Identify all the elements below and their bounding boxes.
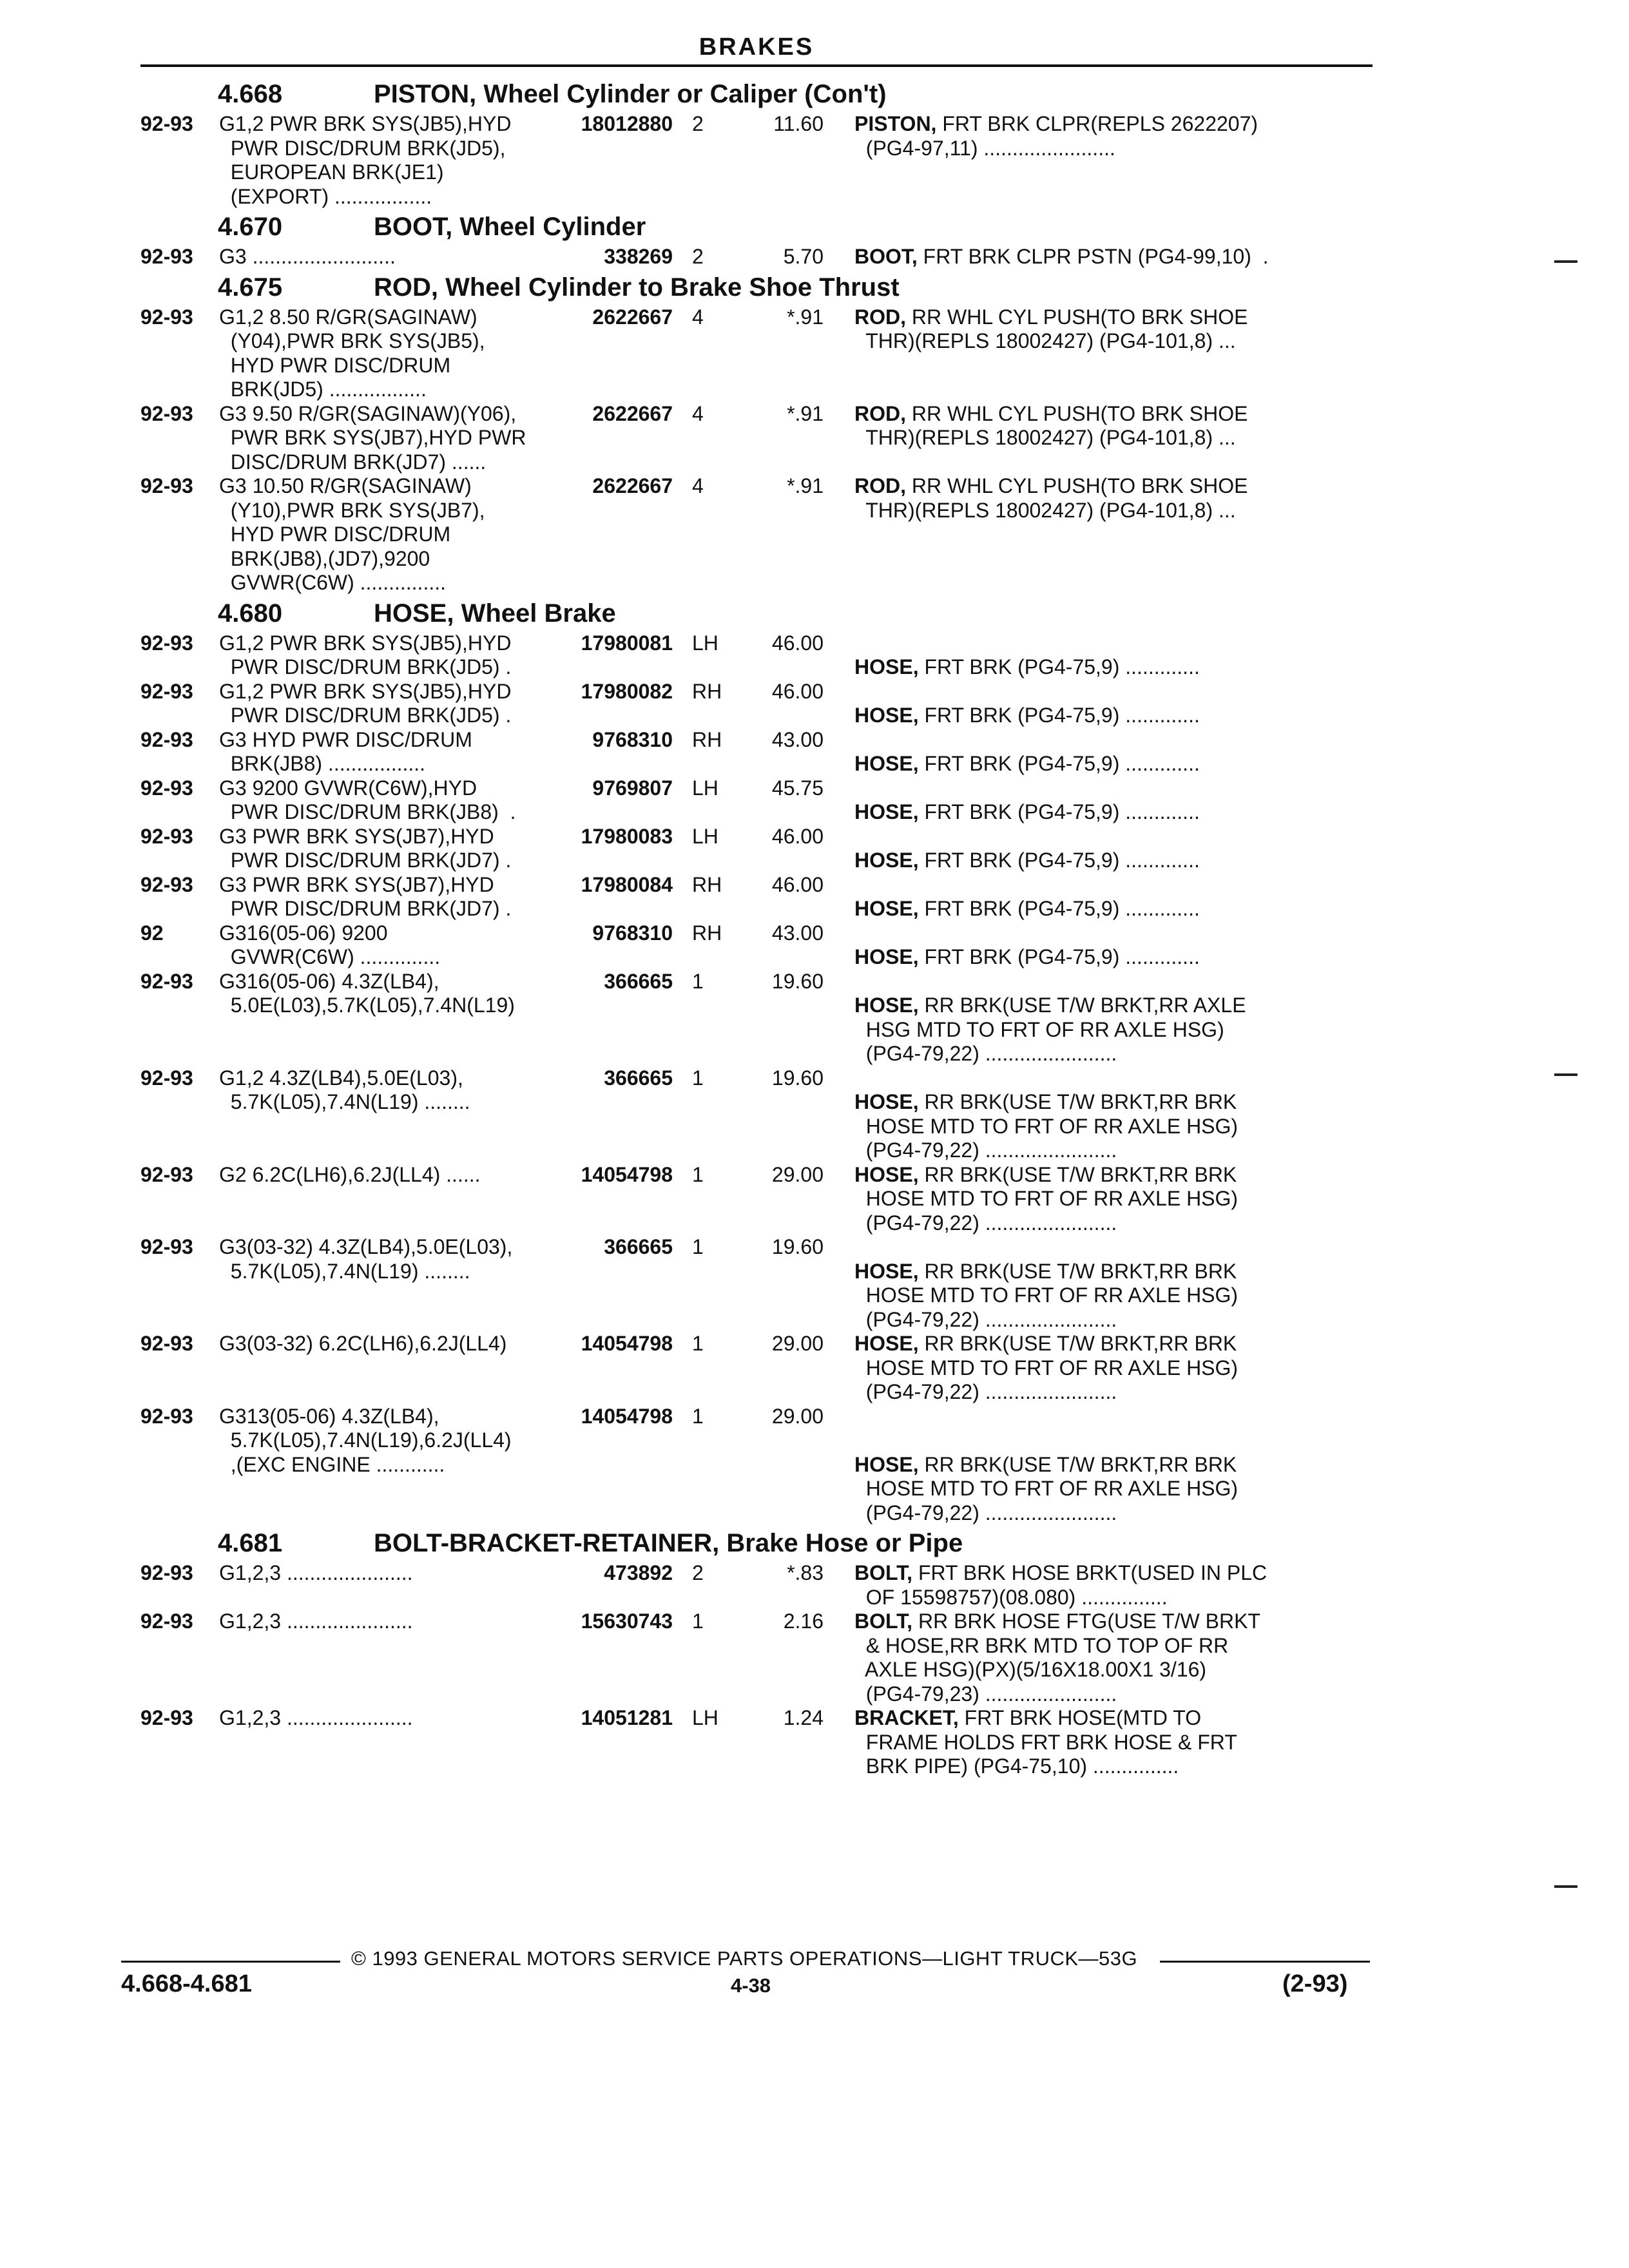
application: G1,2 8.50 R/GR(SAGINAW) (Y04),PWR BRK SYS(JB5), HYD PWR DISC/DRUM BRK(JD5) .................: [219, 305, 485, 401]
part-keyword: HOSE,: [854, 1452, 919, 1476]
part-keyword: HOSE,: [854, 897, 919, 920]
section-number: 4.668: [218, 80, 283, 108]
part-keyword: HOSE,: [854, 1090, 919, 1113]
section-title: ROD, Wheel Cylinder to Brake Shoe Thrust: [374, 273, 900, 302]
part-keyword: HOSE,: [854, 994, 919, 1017]
part-description: BRACKET, FRT BRK HOSE(MTD TO FRAME HOLDS FRT BRK HOSE & FRT BRK PIPE) (PG4-75,10) ...............: [854, 1706, 1237, 1778]
price: 46.00: [771, 872, 824, 896]
section-title: HOSE, Wheel Brake: [374, 599, 616, 628]
part-keyword: ROD,: [854, 401, 906, 425]
application: G3 9.50 R/GR(SAGINAW)(Y06), PWR BRK SYS(JB7),HYD PWR DISC/DRUM BRK(JD7) ......: [219, 401, 526, 474]
quantity: 4: [692, 305, 704, 329]
application: G3 PWR BRK SYS(JB7),HYD PWR DISC/DRUM BRK(JD7) .: [219, 872, 512, 920]
quantity: LH: [692, 824, 718, 848]
part-description: HOSE, FRT BRK (PG4-75,9) .............: [854, 897, 1200, 920]
application: G3(03-32) 4.3Z(LB4),5.0E(L03), 5.7K(L05),7.4N(L19) ........: [219, 1235, 513, 1283]
footer-rule-left: [121, 1961, 340, 1963]
price: 5.70: [783, 245, 824, 268]
margin-mark: [1554, 260, 1577, 263]
application: G3 9200 GVWR(C6W),HYD PWR DISC/DRUM BRK(JB8) .: [219, 776, 516, 823]
price: 46.00: [771, 679, 824, 703]
quantity: LH: [692, 631, 718, 655]
part-number: 9768310: [592, 727, 673, 751]
part-description: HOSE, RR BRK(USE T/W BRKT,RR BRK HOSE MTD TO FRT OF RR AXLE HSG) (PG4-79,22) .......................: [854, 1452, 1239, 1524]
quantity: 1: [692, 1235, 704, 1258]
part-keyword: HOSE,: [854, 655, 919, 678]
section-heading: [140, 269, 1373, 305]
price: 1.24: [783, 1706, 824, 1729]
part-keyword: ROD,: [854, 474, 906, 497]
part-number: 2622667: [592, 401, 673, 425]
part-entry: [140, 1163, 1373, 1236]
margin-mark: [1554, 1885, 1577, 1888]
quantity: 1: [692, 1162, 704, 1186]
parts-listing: [140, 76, 1373, 1779]
model-years: 92-93: [140, 112, 193, 135]
part-number: 9769807: [592, 776, 673, 800]
part-description: BOLT, RR BRK HOSE FTG(USE T/W BRKT & HOSE,RR BRK MTD TO TOP OF RR AXLE HSG)(PX)(5/16X18.00X1 3/16) (PG4-79,23) .......................: [854, 1610, 1260, 1706]
part-description: HOSE, FRT BRK (PG4-75,9) .............: [854, 849, 1200, 872]
part-description: HOSE, RR BRK(USE T/W BRKT,RR BRK HOSE MTD TO FRT OF RR AXLE HSG) (PG4-79,22) .......................: [854, 1162, 1239, 1235]
part-entry: [140, 245, 1373, 269]
part-entry: [140, 1235, 1373, 1332]
application: G1,2,3 ......................: [219, 1561, 413, 1584]
part-number: 2622667: [592, 474, 673, 497]
model-years: 92-93: [140, 824, 193, 848]
model-years: 92-93: [140, 1706, 193, 1729]
model-years: 92-93: [140, 1404, 193, 1428]
quantity: 1: [692, 1610, 704, 1633]
model-years: 92-93: [140, 969, 193, 993]
part-entry: [140, 112, 1373, 209]
part-description: HOSE, RR BRK(USE T/W BRKT,RR BRK HOSE MTD TO FRT OF RR AXLE HSG) (PG4-79,22) .......................: [854, 1332, 1239, 1403]
application: G3 10.50 R/GR(SAGINAW) (Y10),PWR BRK SYS(JB7), HYD PWR DISC/DRUM BRK(JB8),(JD7),9200 GVWR(C6W) ...............: [219, 474, 485, 594]
part-description: HOSE, FRT BRK (PG4-75,9) .............: [854, 800, 1200, 823]
part-number: 14054798: [581, 1332, 673, 1355]
part-number: 18012880: [581, 112, 673, 135]
model-years: 92-93: [140, 1066, 193, 1090]
part-description: PISTON, FRT BRK CLPR(REPLS 2622207) (PG4-97,11) .......................: [854, 112, 1258, 160]
part-keyword: HOSE,: [854, 704, 919, 727]
part-entry: [140, 1332, 1373, 1405]
part-keyword: HOSE,: [854, 1162, 919, 1186]
model-years: 92-93: [140, 679, 193, 703]
part-entry: [140, 825, 1373, 873]
part-description: HOSE, RR BRK(USE T/W BRKT,RR BRK HOSE MTD TO FRT OF RR AXLE HSG) (PG4-79,22) .......................: [854, 1090, 1239, 1162]
application: G2 6.2C(LH6),6.2J(LL4) ......: [219, 1162, 481, 1186]
part-keyword: HOSE,: [854, 800, 919, 823]
model-years: 92: [140, 921, 164, 945]
price: 2.16: [783, 1610, 824, 1633]
price: 29.00: [771, 1332, 824, 1355]
part-keyword: ROD,: [854, 305, 906, 329]
part-keyword: BOOT,: [854, 245, 918, 268]
part-entry: [140, 305, 1373, 402]
part-entry: [140, 970, 1373, 1066]
part-entry: [140, 873, 1373, 921]
part-number: 473892: [604, 1561, 673, 1584]
part-entry: [140, 1706, 1373, 1779]
part-description: HOSE, FRT BRK (PG4-75,9) .............: [854, 945, 1200, 968]
price: 29.00: [771, 1404, 824, 1428]
part-keyword: HOSE,: [854, 1259, 919, 1283]
part-number: 14054798: [581, 1404, 673, 1428]
part-number: 14051281: [581, 1706, 673, 1729]
part-description: ROD, RR WHL CYL PUSH(TO BRK SHOE THR)(REPLS 18002427) (PG4-101,8) ...: [854, 401, 1248, 449]
model-years: 92-93: [140, 776, 193, 800]
quantity: LH: [692, 1706, 718, 1729]
model-years: 92-93: [140, 631, 193, 655]
part-entry: [140, 1610, 1373, 1706]
part-keyword: HOSE,: [854, 752, 919, 775]
application: G1,2 PWR BRK SYS(JB5),HYD PWR DISC/DRUM BRK(JD5), EUROPEAN BRK(JE1) (EXPORT) .................: [219, 112, 512, 208]
application: G3(03-32) 6.2C(LH6),6.2J(LL4): [219, 1332, 507, 1355]
footer-copyright: © 1993 GENERAL MOTORS SERVICE PARTS OPERATIONS—LIGHT TRUCK—53G: [351, 1947, 1138, 1970]
model-years: 92-93: [140, 872, 193, 896]
quantity: RH: [692, 679, 722, 703]
section-title: BOOT, Wheel Cylinder: [374, 213, 646, 241]
part-entry: [140, 728, 1373, 776]
section-number: 4.680: [218, 599, 283, 628]
model-years: 92-93: [140, 1561, 193, 1584]
part-description: HOSE, RR BRK(USE T/W BRKT,RR AXLE HSG MTD TO FRT OF RR AXLE HSG) (PG4-79,22) .......................: [854, 994, 1246, 1065]
quantity: RH: [692, 872, 722, 896]
part-number: 17980084: [581, 872, 673, 896]
part-number: 366665: [604, 1066, 673, 1090]
price: *.91: [787, 401, 824, 425]
footer-page-number: 4-38: [731, 1974, 771, 1997]
part-number: 2622667: [592, 305, 673, 329]
model-years: 92-93: [140, 401, 193, 425]
part-keyword: HOSE,: [854, 1332, 919, 1355]
application: G1,2 PWR BRK SYS(JB5),HYD PWR DISC/DRUM BRK(JD5) .: [219, 631, 512, 678]
model-years: 92-93: [140, 727, 193, 751]
model-years: 92-93: [140, 1332, 193, 1355]
price: 11.60: [773, 112, 824, 135]
model-years: 92-93: [140, 1235, 193, 1258]
part-number: 366665: [604, 969, 673, 993]
part-entry: [140, 402, 1373, 475]
section-heading: [140, 76, 1373, 112]
footer-section-range: 4.668-4.681: [121, 1970, 252, 1997]
part-description: HOSE, RR BRK(USE T/W BRKT,RR BRK HOSE MTD TO FRT OF RR AXLE HSG) (PG4-79,22) .......................: [854, 1259, 1239, 1331]
part-description: HOSE, FRT BRK (PG4-75,9) .............: [854, 752, 1200, 775]
page-header: BRAKES: [699, 34, 815, 61]
margin-mark: [1554, 1073, 1577, 1076]
quantity: 2: [692, 1561, 704, 1584]
part-number: 9768310: [592, 921, 673, 945]
model-years: 92-93: [140, 245, 193, 268]
part-number: 17980081: [581, 631, 673, 655]
application: G3 HYD PWR DISC/DRUM BRK(JB8) .................: [219, 727, 472, 775]
part-description: ROD, RR WHL CYL PUSH(TO BRK SHOE THR)(REPLS 18002427) (PG4-101,8) ...: [854, 305, 1248, 352]
part-description: BOOT, FRT BRK CLPR PSTN (PG4-99,10) .: [854, 245, 1269, 268]
section-number: 4.675: [218, 273, 283, 302]
footer-date-code: (2-93): [1282, 1970, 1348, 1997]
part-entry: [140, 680, 1373, 728]
part-entry: [140, 776, 1373, 825]
quantity: LH: [692, 776, 718, 800]
section-number: 4.670: [218, 213, 283, 241]
quantity: 2: [692, 245, 704, 268]
price: 19.60: [771, 969, 824, 993]
header-rule: [140, 64, 1373, 67]
price: 45.75: [771, 776, 824, 800]
part-description: ROD, RR WHL CYL PUSH(TO BRK SHOE THR)(REPLS 18002427) (PG4-101,8) ...: [854, 474, 1248, 522]
application: G1,2,3 ......................: [219, 1610, 413, 1633]
part-entry: [140, 474, 1373, 595]
quantity: RH: [692, 921, 722, 945]
model-years: 92-93: [140, 305, 193, 329]
part-entry: [140, 1561, 1373, 1610]
part-number: 14054798: [581, 1162, 673, 1186]
section-title: BOLT-BRACKET-RETAINER, Brake Hose or Pipe: [374, 1529, 963, 1557]
price: *.91: [787, 474, 824, 497]
section-heading: [140, 209, 1373, 245]
part-keyword: HOSE,: [854, 945, 919, 968]
application: G316(05-06) 4.3Z(LB4), 5.0E(L03),5.7K(L05),7.4N(L19): [219, 969, 515, 1017]
price: 19.60: [771, 1066, 824, 1090]
part-description: BOLT, FRT BRK HOSE BRKT(USED IN PLC OF 15598757)(08.080) ...............: [854, 1561, 1268, 1609]
application: G1,2 4.3Z(LB4),5.0E(L03), 5.7K(L05),7.4N(L19) ........: [219, 1066, 470, 1113]
price: 43.00: [771, 727, 824, 751]
part-number: 366665: [604, 1235, 673, 1258]
part-keyword: BOLT,: [854, 1561, 913, 1584]
price: 46.00: [771, 631, 824, 655]
price: *.91: [787, 305, 824, 329]
part-number: 338269: [604, 245, 673, 268]
part-description: HOSE, FRT BRK (PG4-75,9) .............: [854, 655, 1200, 678]
part-number: 17980082: [581, 679, 673, 703]
part-entry: [140, 921, 1373, 970]
part-keyword: BRACKET,: [854, 1706, 959, 1729]
price: 43.00: [771, 921, 824, 945]
quantity: 1: [692, 1066, 704, 1090]
part-entry: [140, 631, 1373, 680]
part-keyword: BOLT,: [854, 1610, 913, 1633]
model-years: 92-93: [140, 474, 193, 497]
part-number: 15630743: [581, 1610, 673, 1633]
quantity: 1: [692, 1332, 704, 1355]
quantity: 4: [692, 401, 704, 425]
section-heading: [140, 1525, 1373, 1561]
price: 29.00: [771, 1162, 824, 1186]
price: 19.60: [771, 1235, 824, 1258]
part-entry: [140, 1066, 1373, 1163]
application: G1,2 PWR BRK SYS(JB5),HYD PWR DISC/DRUM BRK(JD5) .: [219, 679, 512, 727]
section-number: 4.681: [218, 1529, 283, 1557]
part-number: 17980083: [581, 824, 673, 848]
quantity: 1: [692, 969, 704, 993]
quantity: 2: [692, 112, 704, 135]
part-entry: [140, 1405, 1373, 1526]
application: G3 PWR BRK SYS(JB7),HYD PWR DISC/DRUM BRK(JD7) .: [219, 824, 512, 872]
section-title: PISTON, Wheel Cylinder or Caliper (Con't): [374, 80, 887, 108]
section-heading: [140, 595, 1373, 631]
application: G3 .........................: [219, 245, 396, 268]
footer-rule-right: [1160, 1961, 1370, 1963]
quantity: 1: [692, 1404, 704, 1428]
part-keyword: HOSE,: [854, 849, 919, 872]
price: *.83: [787, 1561, 824, 1584]
price: 46.00: [771, 824, 824, 848]
application: G313(05-06) 4.3Z(LB4), 5.7K(L05),7.4N(L19),6.2J(LL4) ,(EXC ENGINE ............: [219, 1404, 512, 1476]
application: G316(05-06) 9200 GVWR(C6W) ..............: [219, 921, 441, 968]
quantity: 4: [692, 474, 704, 497]
model-years: 92-93: [140, 1162, 193, 1186]
part-description: HOSE, FRT BRK (PG4-75,9) .............: [854, 704, 1200, 727]
quantity: RH: [692, 727, 722, 751]
model-years: 92-93: [140, 1610, 193, 1633]
application: G1,2,3 ......................: [219, 1706, 413, 1729]
part-keyword: PISTON,: [854, 112, 937, 135]
